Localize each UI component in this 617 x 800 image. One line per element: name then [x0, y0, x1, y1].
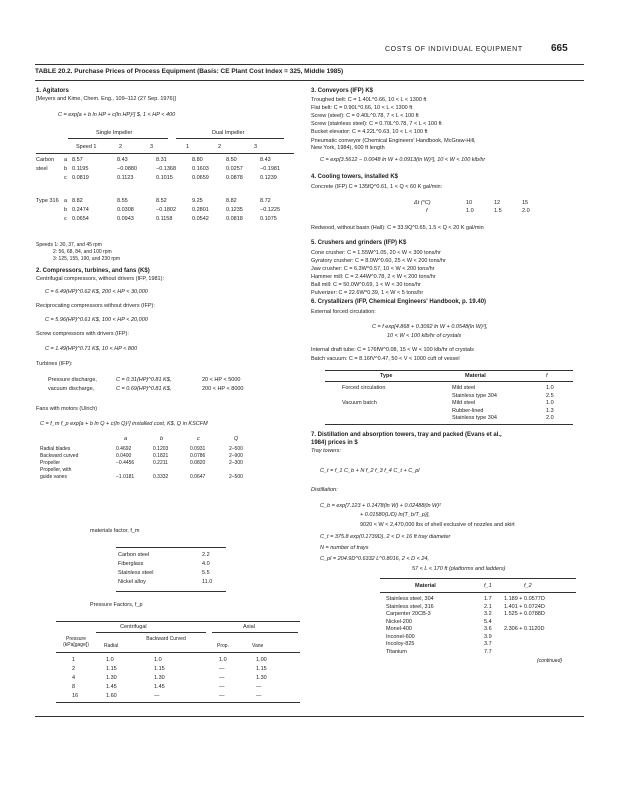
agitator-cell: 0.1603 [192, 166, 209, 172]
pneumatic-line-1: Pneumatic conveyor (Chemical Engineers' Handbook, McGraw-Hill, [311, 138, 476, 144]
distillation-heading-1: 7. Distillation and absorption towers, tray and packed (Evans et al., [311, 432, 502, 438]
pf-cell: — [219, 666, 225, 672]
fan-row-name: Propeller, with [40, 467, 72, 473]
pf-cell: 1.30 [256, 675, 267, 681]
crusher-item: Cone crusher: C = 1.55W^1.05, 20 < W < 300 tons/hr [311, 250, 441, 256]
speed-col-5: 2 [218, 144, 222, 150]
crys-rule-top [325, 370, 573, 371]
crushers-heading: 5. Crushers and grinders (IFP) K$ [311, 240, 407, 246]
mat-factor-name: Fiberglass [118, 561, 144, 567]
fan-cell: 0.0820 [190, 460, 206, 466]
fan-cell: 0.3332 [153, 474, 169, 480]
agitator-cell: 0.1235 [226, 207, 243, 213]
agitator-cell: 0.1195 [72, 166, 89, 172]
agitator-material: Type 316 [36, 198, 59, 204]
pf-rule-header [56, 652, 300, 653]
crusher-item: Pulverizer: C = 22.6W^0.39, 1 < W < 5 tons/hr [311, 290, 424, 296]
dist-material: Monel-400 [386, 626, 412, 632]
top-rule [35, 64, 584, 65]
agitator-cell: 0.1239 [260, 175, 277, 181]
crusher-item: Jaw crusher: C = 6.3W^0.57, 10 < W < 200 tons/hr [311, 266, 435, 272]
speeds-line-2: 2: 56, 68, 84, and 100 rpm [53, 249, 112, 255]
external-eq: C = f exp[4.868 + 0.3092 ln W + 0.0548(ln W)²], [372, 324, 488, 330]
continued-label: (continued) [537, 658, 563, 664]
f-val-2: 1.5 [494, 208, 502, 214]
mat-factor-val: 2.2 [202, 552, 210, 558]
recip-label: Reciprocating compressors without drivers (IFP): [36, 303, 155, 309]
internal-eq: Internal draft tube: C = 176fW^0.08, 15 < W < 100 klb/hr of crystals [311, 347, 474, 353]
dist-col-material: Material [415, 583, 436, 589]
external-label: External forced circulation: [311, 309, 376, 315]
pd-eq: C = 0.31(HP)^0.81 K$, [116, 377, 172, 383]
pf-cell: 1.0 [219, 657, 227, 663]
agitator-cell: −0.1368 [156, 166, 177, 172]
fan-row-name: Backward curved [40, 453, 79, 459]
fan-cell: 2–500 [229, 446, 243, 452]
dist-material: Stainless steel, 304 [386, 596, 434, 602]
agitator-cell: 0.0659 [192, 175, 209, 181]
fan-col-c: c [197, 436, 200, 442]
pd-range: 20 < HP < 5000 [202, 377, 241, 383]
dist-col-f1: f_1 [484, 583, 492, 589]
dist-material: Titanium [386, 648, 407, 655]
agitator-cell: 8.80 [192, 157, 203, 163]
agitator-coef: c [64, 216, 67, 222]
conveyor-item: Flat belt: C = 0.90L^0.66, 10 < L < 1300 ft [311, 105, 413, 111]
pneumatic-line-2: New York, 1984), 600 ft length [311, 145, 385, 151]
agitator-cell: 8.82 [72, 198, 83, 204]
fan-cell: 0.0400 [116, 453, 132, 459]
fan-cell: 0.4692 [116, 446, 132, 452]
agitator-cell: 0.2801 [192, 207, 209, 213]
pf-cell: — [219, 675, 225, 681]
turbines-label: Turbines (IFP): [36, 361, 73, 367]
pf-cell: 1.15 [256, 666, 267, 672]
pf-group-axial: Axial [243, 624, 255, 630]
pf-cell: — [256, 684, 262, 690]
crys-f: 1.0 [546, 400, 554, 406]
pf-cell: 1.30 [106, 675, 117, 681]
pneumatic-eq: C = exp[3.5612 − 0.0048 ln W + 0.0913(ln W)²], 10 < W < 100 klb/hr [320, 157, 486, 163]
fan-cell: 0.1203 [153, 446, 169, 452]
pf-cell: 1.30 [154, 675, 165, 681]
dist-material: Nickel-200 [386, 618, 412, 625]
batch-eq: Batch vacuum: C = 8.16fV^0.47, 50 < V < 1000 cuft of vessel [311, 356, 460, 362]
vd-label: vacuum discharge, [48, 386, 95, 392]
dt-label: Δt (°C) [414, 200, 431, 206]
dist-material: Carpenter 20CB-3 [386, 611, 431, 617]
agitator-cell: 0.0819 [72, 175, 89, 181]
f-label: f [426, 208, 428, 214]
pf-cell: 1.0 [154, 657, 162, 663]
fan-cell: 2–300 [229, 460, 243, 466]
title-rule [35, 80, 584, 81]
fan-row-name: guide vanes [40, 474, 67, 480]
pf-cell: — [219, 684, 225, 690]
agitator-cell: 0.0257 [226, 166, 243, 172]
conveyor-item: Troughed belt: C = 1.40L^0.66, 10 < L < 1300 ft [311, 97, 427, 103]
ct-eq: C_t = 375.8 exp(0.1739D), 2 < D < 16 ft tray diameter [320, 534, 451, 540]
dist-f1: 1.7 [484, 596, 492, 602]
fan-cell: −1.0181 [116, 474, 135, 480]
mat-factor-name: Carbon steel [118, 552, 150, 558]
fan-col-q: Q [234, 436, 239, 442]
page-number: 665 [551, 43, 568, 54]
dist-rule-header [380, 592, 576, 593]
speeds-line-3: 3: 125, 155, 190, and 230 rpm [53, 256, 120, 262]
agitator-material: steel [36, 166, 48, 172]
crys-f: 2.0 [546, 415, 554, 421]
pressure-factors-label: Pressure Factors, f_p [90, 602, 143, 608]
dist-rule-top [380, 578, 576, 579]
fans-label: Fans with motors (Ulrich) [36, 406, 98, 412]
dist-f1: 7.7 [484, 648, 492, 655]
mat-factor-name: Nickel alloy [118, 579, 146, 585]
distillation-heading-2: 1984) prices in $ [311, 440, 358, 446]
agitators-heading: 1. Agitators [36, 88, 69, 94]
agitator-cell: 8.50 [226, 157, 237, 163]
speed-col-4: 1 [186, 144, 190, 150]
agitator-coef: a [64, 157, 68, 163]
agitator-cell: 8.43 [260, 157, 271, 163]
agitator-coef: c [64, 175, 67, 181]
pf-cell: 2 [72, 666, 76, 672]
pf-rule-top [56, 621, 300, 622]
dist-f2: 1.525 + 0.0788D [504, 611, 545, 617]
conveyor-item: Bucket elevator: C = 4.22L^0.63, 10 < L < 100 ft [311, 129, 428, 135]
crusher-item: Hammer mill: C = 2.44W^0.78, 2 < W < 200 tons/hr [311, 274, 436, 280]
pf-group-centrifugal: Centrifugal [120, 624, 147, 630]
agitator-cell: 0.1075 [260, 216, 277, 222]
agitator-cell: 9.25 [192, 198, 203, 204]
fan-cell: 0.1821 [153, 453, 169, 459]
agitator-cell: 0.0542 [192, 216, 209, 222]
agitator-cell: 0.1015 [156, 175, 173, 181]
crys-type: Forced circulation [342, 385, 386, 391]
fans-eq: C = f_m f_p exp[a + b ln Q + c(ln Q)²] installed cost, K$, Q in KSCFM [40, 421, 208, 427]
dist-f2: 1.189 + 0.0577D [504, 596, 545, 602]
distillation-label: Distillation: [311, 487, 338, 493]
agitator-cell: 8.52 [156, 198, 167, 204]
mat-factor-val: 5.5 [202, 570, 210, 576]
dual-impeller-rule [176, 138, 284, 139]
dist-f1: 3.2 [484, 611, 492, 617]
speed-col-3: 3 [150, 144, 154, 150]
bottom-rule [35, 716, 584, 717]
pf-rule-bottom [56, 702, 300, 703]
pf-group-rule-1 [96, 632, 206, 633]
dist-material: Stainless steel, 316 [386, 603, 434, 610]
single-impeller-rule [68, 138, 168, 139]
agitator-cell: 8.82 [226, 198, 237, 204]
agitator-cell: 8.31 [156, 157, 167, 163]
agitator-cell: 8.43 [117, 157, 128, 163]
pf-cell: 16 [72, 693, 79, 699]
dist-f1: 3.9 [484, 633, 492, 640]
cb-eq: C_b = exp[7.123 + 0.1478(ln W) + 0.02488(ln W)² [320, 503, 441, 509]
conveyors-heading: 3. Conveyors (IFP) K$ [311, 88, 374, 94]
running-title: COSTS OF INDIVIDUAL EQUIPMENT [385, 46, 523, 53]
crys-material: Stainless type 304 [452, 392, 497, 399]
dist-f1: 5.4 [484, 618, 492, 625]
agitator-cell: 0.1123 [117, 175, 134, 181]
recip-eq: C = 5.96(HP)^0.61 K$, 100 < HP < 20,000 [45, 317, 148, 323]
fan-row-name: Propeller [40, 460, 61, 466]
n-def: N = number of trays [320, 545, 369, 551]
pf-cell: 1.45 [154, 684, 165, 690]
pf-cell: — [256, 693, 262, 699]
fan-col-b: b [160, 436, 164, 442]
dist-f2: 2.306 + 0.1120D [504, 626, 545, 632]
agitator-material: Carbon [36, 157, 55, 163]
pf-header-radial: Radial [104, 643, 119, 649]
tray-eq: C_t = f_1 C_b + N f_2 f_3 f_4 C_t + C_pl [320, 468, 420, 474]
cooling-eq: Concrete (IFP) C = 135fQ^0.61, 1 < Q < 60 K gal/min: [311, 184, 443, 190]
conveyor-item: Screw (steel): C = 0.40L^0.78, 7 < L < 100 ft [311, 113, 419, 119]
agitator-cell: −0.0880 [117, 166, 138, 172]
crys-type: Vacuum batch [342, 400, 377, 406]
agitator-cell: 8.55 [117, 198, 128, 204]
compressors-heading: 2. Compressors, turbines, and fans (K$) [36, 268, 150, 274]
speed-col-6: 3 [254, 144, 258, 150]
fan-cell: −0.4456 [116, 460, 135, 466]
pf-cell: 1.60 [106, 693, 117, 699]
crys-material: Rubber-lined [452, 407, 484, 414]
agitator-cell: 0.0878 [226, 175, 243, 181]
pf-cell: 1.00 [256, 657, 267, 663]
pf-cell: 1.0 [106, 657, 114, 663]
agitator-cell: 0.0943 [117, 216, 134, 222]
agitator-cell: −0.1802 [156, 207, 177, 213]
f-val-1: 1.0 [466, 208, 474, 214]
agitator-cell: 0.0818 [226, 216, 243, 222]
pf-group-rule-2 [212, 632, 298, 633]
crys-rule-bottom [325, 424, 573, 425]
conveyor-item: Screw (stainless steel): C = 0.70L^0.78, 7 < L < 100 ft [311, 121, 442, 127]
agitator-cell: 0.1158 [156, 216, 173, 222]
tray-towers-label: Tray towers: [311, 448, 341, 454]
fan-col-a: a [124, 436, 128, 442]
pf-header-prop: Prop. [217, 643, 229, 649]
agitator-table-rule [36, 153, 294, 154]
crys-f: 1.3 [546, 407, 554, 414]
agitators-formula: C = exp[a + b ln HP + c(ln HP)²] $, 1 < HP < 400 [58, 112, 176, 118]
pf-cell: 1 [72, 657, 76, 663]
crys-f: 1.0 [546, 385, 554, 391]
speed-col-2: 2 [119, 144, 123, 150]
crys-material: Stainless type 304 [452, 415, 497, 421]
cb-range: 9020 < W < 2,470,000 lbs of shell exclusive of nozzles and skirt [360, 522, 515, 528]
agitator-cell: 8.57 [72, 157, 83, 163]
single-impeller-label: Single Impeller [96, 130, 133, 136]
screw-label: Screw compressors with drivers (IFP): [36, 331, 129, 337]
agitators-ref: [Meyers and Kime, Chem. Eng., 109–112 (27 Sep. 1976)] [36, 96, 176, 102]
agitator-coef: a [64, 198, 68, 204]
cpl-eq: C_pl = 204.9D^0.6332 L^0.8016, 2 < D < 24, [320, 556, 429, 562]
vd-eq: C = 0.69(HP)^0.81 K$, [116, 386, 172, 392]
dist-col-f2: f_2 [524, 583, 532, 589]
crys-col-f: f [546, 373, 548, 379]
crys-f: 2.5 [546, 392, 554, 399]
pf-header-pressure: Pressure (kPa[gage]) [63, 636, 89, 648]
fan-row-name: Radial blades [40, 446, 71, 452]
agitator-cell: −0.1225 [260, 207, 281, 213]
pf-cell: 1.15 [154, 666, 165, 672]
crys-material: Mild steel [452, 385, 476, 391]
f-val-3: 2.0 [522, 208, 530, 214]
centrifugal-label: Centrifugal compressors, without drivers (IFP, 1981): [36, 276, 164, 282]
pf-header-backward: Backward Curved [146, 636, 186, 642]
dual-impeller-label: Dual Impeller [212, 130, 245, 136]
dist-f1: 3.7 [484, 641, 492, 647]
pf-cell: — [154, 693, 160, 699]
cooling-heading: 4. Cooling towers, installed K$ [311, 174, 399, 180]
mat-factor-rule-bottom [116, 591, 226, 592]
mat-factor-rule-top [116, 547, 226, 548]
pf-cell: 8 [72, 684, 76, 690]
vd-range: 200 < HP < 8000 [202, 386, 244, 392]
agitator-coef: b [64, 207, 68, 213]
agitator-coef: b [64, 166, 68, 172]
dist-material: Incoloy-825 [386, 641, 415, 647]
fan-cell: 0.0647 [190, 474, 206, 480]
crusher-item: Gyratory crusher: C = 8.0W^0.60, 25 < W < 200 tons/hr [311, 258, 446, 264]
dist-f1: 2.1 [484, 603, 492, 610]
crys-rule-header [325, 381, 573, 382]
agitator-cell: 0.0654 [72, 216, 89, 222]
table-title: TABLE 20.2. Purchase Prices of Process Equipment (Basis: CE Plant Cost Index = 325, Middle 1985) [35, 68, 344, 75]
crystallizers-heading: 6. Crystallizers (IFP, Chemical Engineers' Handbook, p. 19.40) [311, 299, 487, 305]
dist-f1: 3.6 [484, 626, 492, 632]
agitator-cell: 8.72 [260, 198, 271, 204]
pf-cell: 4 [72, 675, 76, 681]
agitator-cell: 0.2474 [72, 207, 89, 213]
centrifugal-eq: C = 6.49(HP)^0.62 K$, 200 < HP < 30,000 [45, 289, 148, 295]
speeds-line-1: Speeds 1: 30, 37, and 45 rpm [36, 242, 102, 248]
fan-cell: 2–900 [229, 453, 243, 459]
agitator-cell: 0.0308 [117, 207, 134, 213]
pf-cell: — [219, 693, 225, 699]
pf-cell: 1.15 [106, 666, 117, 672]
dist-f2: 1.401 + 0.0724D [504, 603, 545, 610]
mat-factor-name: Stainless steel [118, 570, 154, 576]
fan-cell: 2–500 [229, 474, 243, 480]
crys-col-type: Type [380, 373, 393, 379]
dist-material: Inconel-600 [386, 633, 415, 640]
fan-cell: 0.2211 [153, 460, 168, 466]
speed-col-1: Speed 1 [76, 144, 97, 150]
mat-factor-val: 11.0 [202, 579, 213, 585]
pf-header-vane: Vane [252, 643, 264, 649]
cpl-range: 57 < L < 170 ft (platforms and ladders) [412, 566, 506, 572]
dt-val-1: 10 [466, 200, 473, 206]
external-range: 10 < W < 100 klb/hr of crystals [387, 333, 462, 339]
fan-cell: 0.0786 [190, 453, 206, 459]
dt-val-3: 15 [522, 200, 529, 206]
mat-factor-val: 4.0 [202, 561, 210, 567]
fan-cell: 0.0931 [190, 446, 206, 452]
agitator-cell: −0.1981 [260, 166, 281, 172]
materials-factor-label: materials factor, f_m [90, 528, 140, 534]
pf-cell: 1.45 [106, 684, 117, 690]
crys-col-material: Material [465, 373, 486, 379]
cb-eq-2: + 0.01580(L/D) ln(T_b/T_p)], [360, 512, 430, 518]
crusher-item: Ball mill: C = 50.0W^0.69, 1 < W < 30 tons/hr [311, 282, 421, 288]
pd-label: Pressure discharge, [48, 377, 97, 383]
redwood-eq: Redwood, without basin (Hall): C = 33.9Q^0.65, 1.5 < Q < 20 K gal/min [311, 225, 484, 231]
crys-material: Mild steel [452, 400, 476, 406]
screw-eq: C = 1.49(HP)^0.71 K$, 10 < HP < 800 [45, 346, 138, 352]
dt-val-2: 12 [494, 200, 501, 206]
